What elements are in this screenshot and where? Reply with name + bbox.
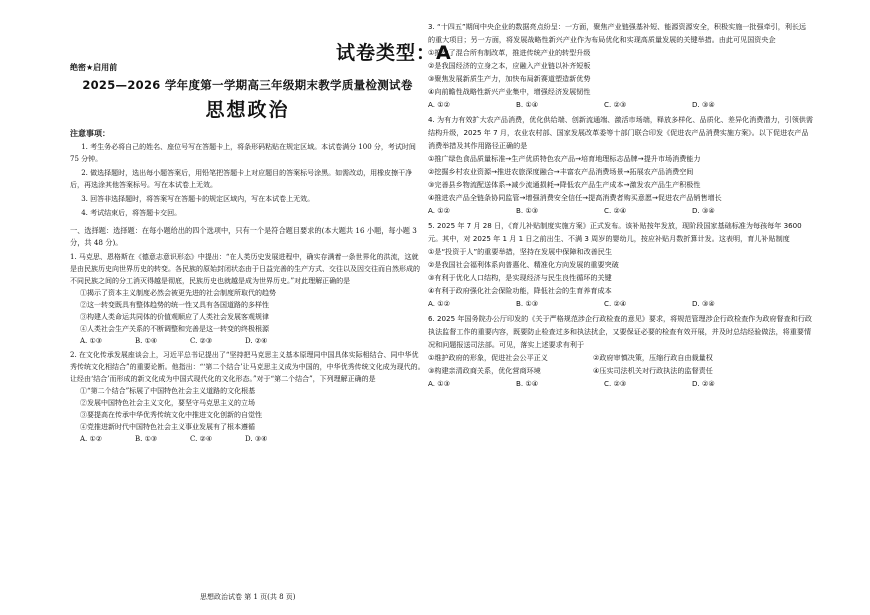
question-4 bbox=[428, 113, 813, 217]
exam-title: 2025—2026 学年度第一学期高三年级期末教学质量检测试卷 bbox=[82, 78, 413, 92]
choice-d: D. ③④ bbox=[245, 435, 268, 443]
answer-choices bbox=[428, 204, 813, 217]
choice-a: A. ①③ bbox=[80, 337, 103, 345]
answer-choices bbox=[428, 297, 813, 310]
choice-b: B. ①③ bbox=[516, 299, 539, 308]
choice-a: A. ①② bbox=[428, 206, 450, 215]
question-option: ④推进农产品全链条协同监管→增强消费安全信任→提高消费者购买意愿→促进农产品销售增长 bbox=[428, 193, 722, 202]
question-options-grid bbox=[428, 351, 813, 377]
page-footer: 思想政治试卷 第 1 页(共 8 页) bbox=[200, 593, 296, 601]
choice-a: A. ①② bbox=[428, 299, 450, 308]
notes-heading: 注意事项： bbox=[70, 129, 110, 138]
question-option: ②这一转变既具有整体趋势的统一性又具有各国道路的多样性 bbox=[80, 301, 269, 309]
question-option: ②政府审慎决策，压缩行政自由裁量权 bbox=[593, 353, 713, 362]
choice-b: B. ①③ bbox=[135, 435, 158, 443]
question-option: ③要提高在传承中华优秀传统文化中推进文化创新的自觉性 bbox=[80, 411, 262, 419]
question-option: ③完善县乡物流配送体系→减少流通损耗→降低农产品生产成本→激发农产品生产积极性 bbox=[428, 180, 701, 189]
right-column bbox=[428, 18, 813, 390]
question-option: ④人类社会生产关系的不断调整和完善是这一转变的终极根源 bbox=[80, 325, 269, 333]
choice-c: C. ②③ bbox=[190, 337, 213, 345]
question-option: ②是我国社会福利体系向普惠化、精准化方向发展的重要突破 bbox=[428, 260, 619, 269]
note-item: 4. 考试结束后，将答题卡交回。 bbox=[81, 209, 182, 217]
question-option: ④有利于政府强化社会保险功能，降低社会的生育养育成本 bbox=[428, 286, 612, 295]
choice-c: C. ②④ bbox=[604, 206, 627, 215]
choice-a: A. ①③ bbox=[428, 379, 450, 388]
question-option: ①维护政府的形象，促进社会公平正义 bbox=[428, 353, 548, 362]
answer-choices bbox=[70, 335, 425, 347]
answer-choices bbox=[428, 98, 813, 111]
question-option: ③构建人类命运共同体的价值观顺应了人类社会发展客观规律 bbox=[80, 313, 269, 321]
question-1 bbox=[70, 251, 425, 347]
question-option: ④党推进新时代中国特色社会主义事业发展有了根本遵循 bbox=[80, 423, 255, 431]
question-stem: 2. 在文化传承发展座谈会上，习近平总书记提出了“坚持把马克思主义基本原理同中国具体实际相结合、同中华优秀传统文化相结合”的重要论断。他指出：“‘第二个结合’让马克思主义成为中国的，中华优秀传统文化成为现代的。让经由‘结合’而形成的新文化成为中国式现代化的文化形态。”对于“第二个结合”，下列理解正确的是 bbox=[70, 351, 425, 383]
question-option: ①推动了混合所有制改革，推进传统产业的转型升级 bbox=[428, 48, 591, 57]
question-option: ②是我国经济的立身之本，应融入产业链以补齐短板 bbox=[428, 61, 591, 70]
choice-b: B. ①③ bbox=[516, 206, 539, 215]
note-item: 1. 考生务必将自己的姓名、座位号写在答题卡上，将条形码粘贴在规定区域。本试卷满分 100 分，考试时间 75 分钟。 bbox=[70, 143, 416, 163]
choice-d: D. ②④ bbox=[245, 337, 268, 345]
question-3 bbox=[428, 20, 813, 111]
question-2 bbox=[70, 349, 425, 445]
choice-c: C. ②④ bbox=[190, 435, 213, 443]
question-option: ④向前瞻性战略性新兴产业集中，增强经济发展韧性 bbox=[428, 87, 591, 96]
question-option: ③有利于优化人口结构，是实现经济与民生良性循环的关键 bbox=[428, 273, 612, 282]
question-option: ②发展中国特色社会主义文化，要坚守马克思主义的立场 bbox=[80, 399, 255, 407]
choice-d: D. ③④ bbox=[692, 299, 715, 308]
question-option: ③构建亲清政商关系，优化营商环境 bbox=[428, 366, 541, 375]
question-option: ③聚焦发展新质生产力，加快布局新赛道塑造新优势 bbox=[428, 74, 591, 83]
secret-mark: 绝密★启用前 bbox=[70, 63, 118, 72]
choice-b: B. ①④ bbox=[135, 337, 158, 345]
subject-title: 思想政治 bbox=[205, 99, 290, 121]
question-stem: 5. 2025 年 7 月 28 日，《育儿补贴制度实施方案》正式发布。该补贴按年发放，现阶段国家基础标准为每孩每年 3600 元。其中，对 2025 年 1 月 1 日之前出生、不满 3 周岁的婴幼儿，按应补贴月数折算计发。这表明，育儿补贴制度 bbox=[428, 221, 802, 243]
choice-d: D. ③④ bbox=[692, 100, 715, 109]
choice-d: D. ②④ bbox=[692, 379, 715, 388]
question-6 bbox=[428, 312, 813, 390]
question-option: ①“第二个结合”标展了中国特色社会主义道路的文化根基 bbox=[80, 387, 256, 395]
question-stem: 1. 马克思、恩格斯在《德意志意识形态》中提出：“在人类历史发展进程中，确实存满着一条世界化的洪流，这就是由民族历史向世界历史的转变。各民族的原始封闭状态由于日益完善的生产方式、交往以及因交往而自然形成的不同民族之间的分工消灭得越是彻底，民族历史也就越是成为世界历史。”对此理解正确的是 bbox=[70, 253, 420, 285]
choice-c: C. ②③ bbox=[604, 100, 627, 109]
section-heading: 一、选择题：选择题：在每小题给出的四个选项中，只有一个是符合题目要求的(本大题共 16 小题，每小题 3 分，共 48 分)。 bbox=[70, 226, 417, 247]
choice-c: C. ②④ bbox=[604, 299, 627, 308]
question-stem: 4. 为有力有效扩大农产品消费，优化供给端、创新流通端、激活市场端，释放多样化、品质化、差异化消费潜力，引领供需结构升级，2025 年 7 月，农业农村部、国家发展改革委等十部门联合印发《促进农产品消费实施方案》。以下促进农产品消费举措及其作用路径正确的是 bbox=[428, 115, 813, 150]
paper-type-label: 试卷类型：A bbox=[336, 42, 452, 64]
choice-b: B. ①④ bbox=[516, 100, 539, 109]
question-option: ①揭示了资本主义制度必然会被更先进的社会制度所取代的趋势 bbox=[80, 289, 276, 297]
choice-d: D. ③④ bbox=[692, 206, 715, 215]
question-stem: 3. “十四五”期间中央企业的数据亮点纷呈：一方面，聚焦产业链强基补短、能源资源安全，积极实施一批强牵引，利长远的重大项目；另一方面，将发展战略性新兴产业作为布局优化和实现高质量发展的关键举措。由此可见国资央企 bbox=[428, 22, 807, 44]
answer-choices bbox=[428, 377, 813, 390]
question-5 bbox=[428, 219, 813, 310]
question-option: ④压实司法机关对行政执法的监督责任 bbox=[593, 366, 713, 375]
question-option: ①是“投资于人”的重要举措，坚持在发展中保障和改善民生 bbox=[428, 247, 612, 256]
choice-a: A. ①② bbox=[428, 100, 450, 109]
answer-choices bbox=[70, 433, 425, 445]
note-item: 2. 做选择题时，选出每小题答案后，用铅笔把答题卡上对应题目的答案标号涂黑。如需改动，用橡皮擦干净后，再选涂其他答案标号。写在本试卷上无效。 bbox=[70, 169, 413, 189]
question-stem: 6. 2025 年国务院办公厅印发的《关于严格规范涉企行政检查的意见》要求，将规范管理涉企行政检查作为政府督查和行政执法监督工作的重要内容，既要防止检查过多和执法扰企，又要保证必要的检查有效开展，并及时总结经验做法，将重要情况和问题报送司法部。可见，落实上述要求有利于 bbox=[428, 314, 813, 349]
choice-b: B. ①④ bbox=[516, 379, 539, 388]
question-option: ①推广绿色食品质量标准→生产优质特色农产品→培育地理标志品牌→提升市场消费能力 bbox=[428, 154, 701, 163]
question-option: ②挖掘乡村农业资源→推进农旅深度融合→丰富农产品消费场景→拓展农产品消费空间 bbox=[428, 167, 694, 176]
left-column bbox=[70, 40, 425, 445]
choice-a: A. ①② bbox=[80, 435, 103, 443]
note-item: 3. 回答非选择题时，将答案写在答题卡的规定区域内，写在本试卷上无效。 bbox=[81, 195, 315, 203]
choice-c: C. ②③ bbox=[604, 379, 627, 388]
